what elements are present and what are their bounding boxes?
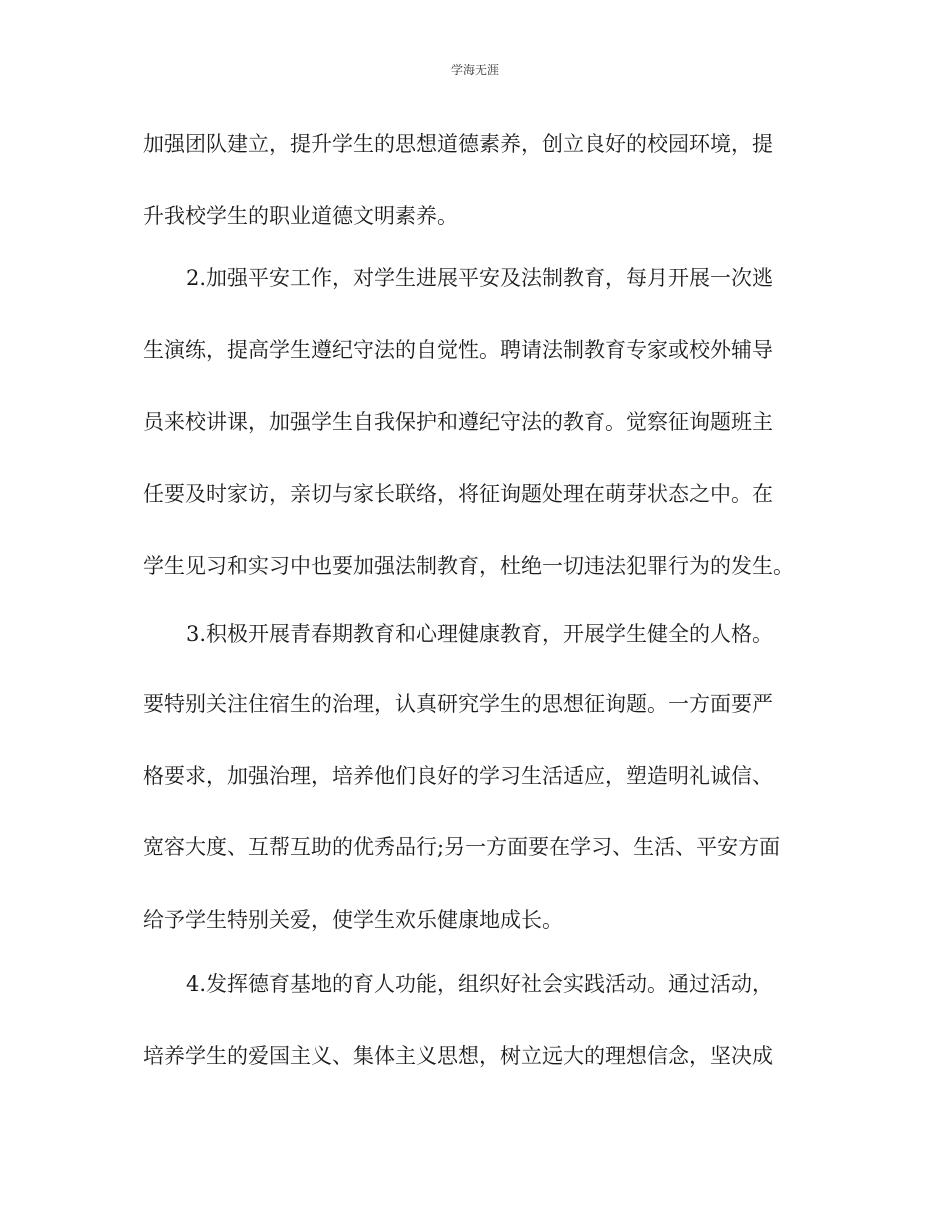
page-header: 学海无涯 (450, 63, 499, 77)
text-line: 生演练，提高学生遵纪守法的自觉性。聘请法制教育专家或校外辅导 (143, 338, 773, 362)
text-line: 升我校学生的职业道德文明素养。 (143, 204, 458, 228)
text-line: 格要求，加强治理，培养他们良好的学习生活适应，塑造明礼诚信、 (143, 764, 773, 788)
text-line: 给予学生特别关爱，使学生欢乐健康地成长。 (143, 908, 563, 932)
text-line: 培养学生的爱国主义、集体主义思想，树立远大的理想信念，坚决成 (143, 1044, 773, 1068)
text-line: 宽容大度、互帮互助的优秀品行;另一方面要在学习、生活、平安方面 (143, 835, 781, 859)
text-line: 加强团队建立，提升学生的思想道德素养，创立良好的校园环境，提 (143, 132, 773, 156)
text-line: 任要及时家访，亲切与家长联络，将征询题处理在萌芽状态之中。在 (143, 482, 773, 506)
text-line: 员来校讲课，加强学生自我保护和遵纪守法的教育。觉察征询题班主 (143, 410, 773, 434)
paragraph-2-start: 2.加强平安工作，对学生进展平安及法制教育，每月开展一次逃 (186, 266, 774, 290)
text-line: 学生见习和实习中也要加强法制教育，杜绝一切违法犯罪行为的发生。 (143, 554, 794, 578)
paragraph-3-start: 3.积极开展青春期教育和心理健康教育，开展学生健全的人格。 (186, 622, 774, 646)
text-line: 要特别关注住宿生的治理，认真研究学生的思想征询题。一方面要严 (143, 692, 773, 716)
paragraph-4-start: 4.发挥德育基地的育人功能，组织好社会实践活动。通过活动， (186, 972, 774, 996)
